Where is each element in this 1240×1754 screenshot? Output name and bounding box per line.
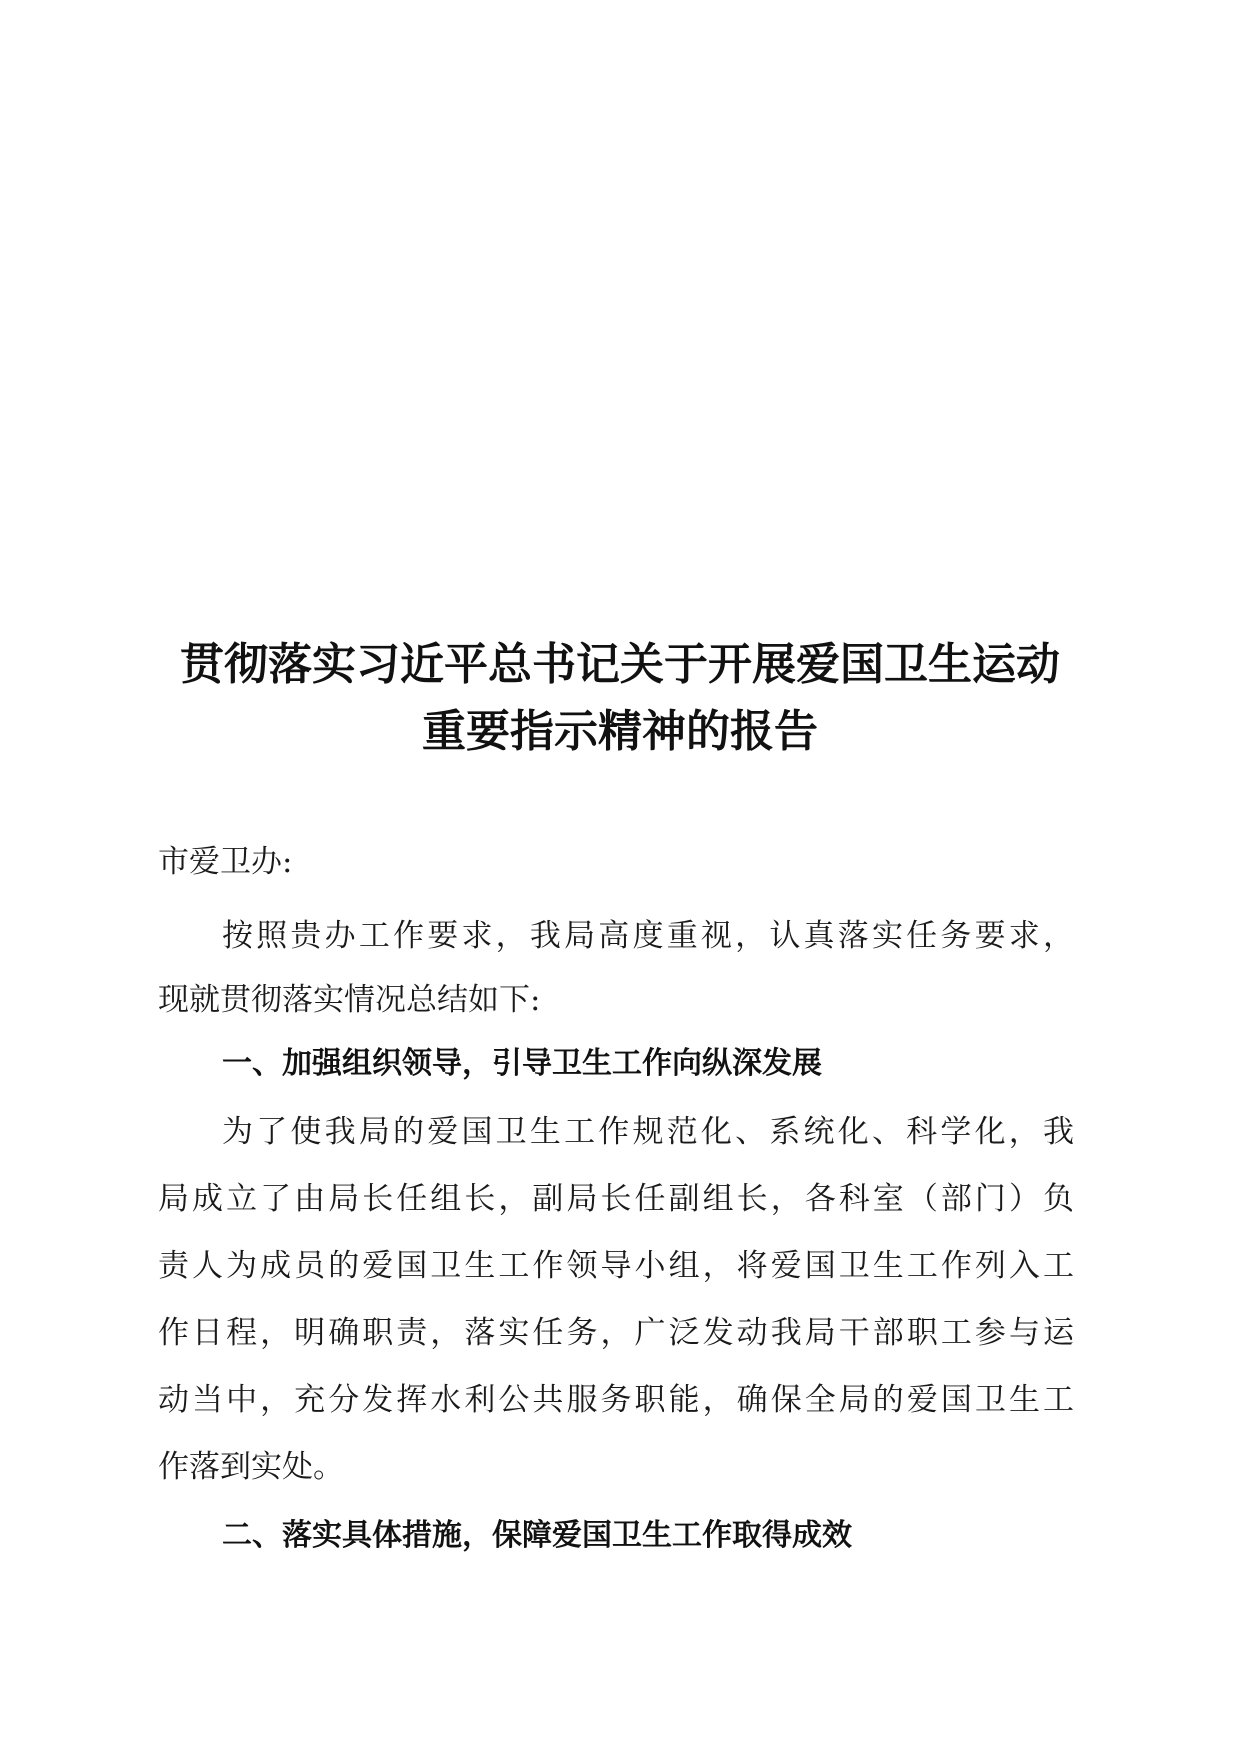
recipient-line: 市爱卫办: [158, 844, 293, 880]
section1-paragraph-line: 局成立了由局长任组长，副局长任副组长，各科室（部门）负 [158, 1181, 1074, 1217]
intro-paragraph-line: 现就贯彻落实情况总结如下: [158, 982, 541, 1018]
intro-paragraph-line: 按照贵办工作要求，我局高度重视，认真落实任务要求， [222, 918, 1074, 954]
document-title-line1: 贯彻落实习近平总书记关于开展爱国卫生运动 [180, 639, 1060, 690]
section1-paragraph-line: 作落到实处。 [158, 1449, 344, 1485]
section1-paragraph-line: 动当中，充分发挥水利公共服务职能，确保全局的爱国卫生工 [158, 1382, 1074, 1418]
section-heading-2: 二、落实具体措施，保障爱国卫生工作取得成效 [222, 1518, 852, 1553]
document-title-line2: 重要指示精神的报告 [422, 706, 818, 757]
section-heading-1: 一、加强组织领导，引导卫生工作向纵深发展 [222, 1046, 822, 1081]
section1-paragraph-line: 责人为成员的爱国卫生工作领导小组，将爱国卫生工作列入工 [158, 1248, 1074, 1284]
section1-paragraph-line: 为了使我局的爱国卫生工作规范化、系统化、科学化，我 [222, 1114, 1074, 1150]
section1-paragraph-line: 作日程，明确职责，落实任务，广泛发动我局干部职工参与运 [158, 1315, 1074, 1351]
